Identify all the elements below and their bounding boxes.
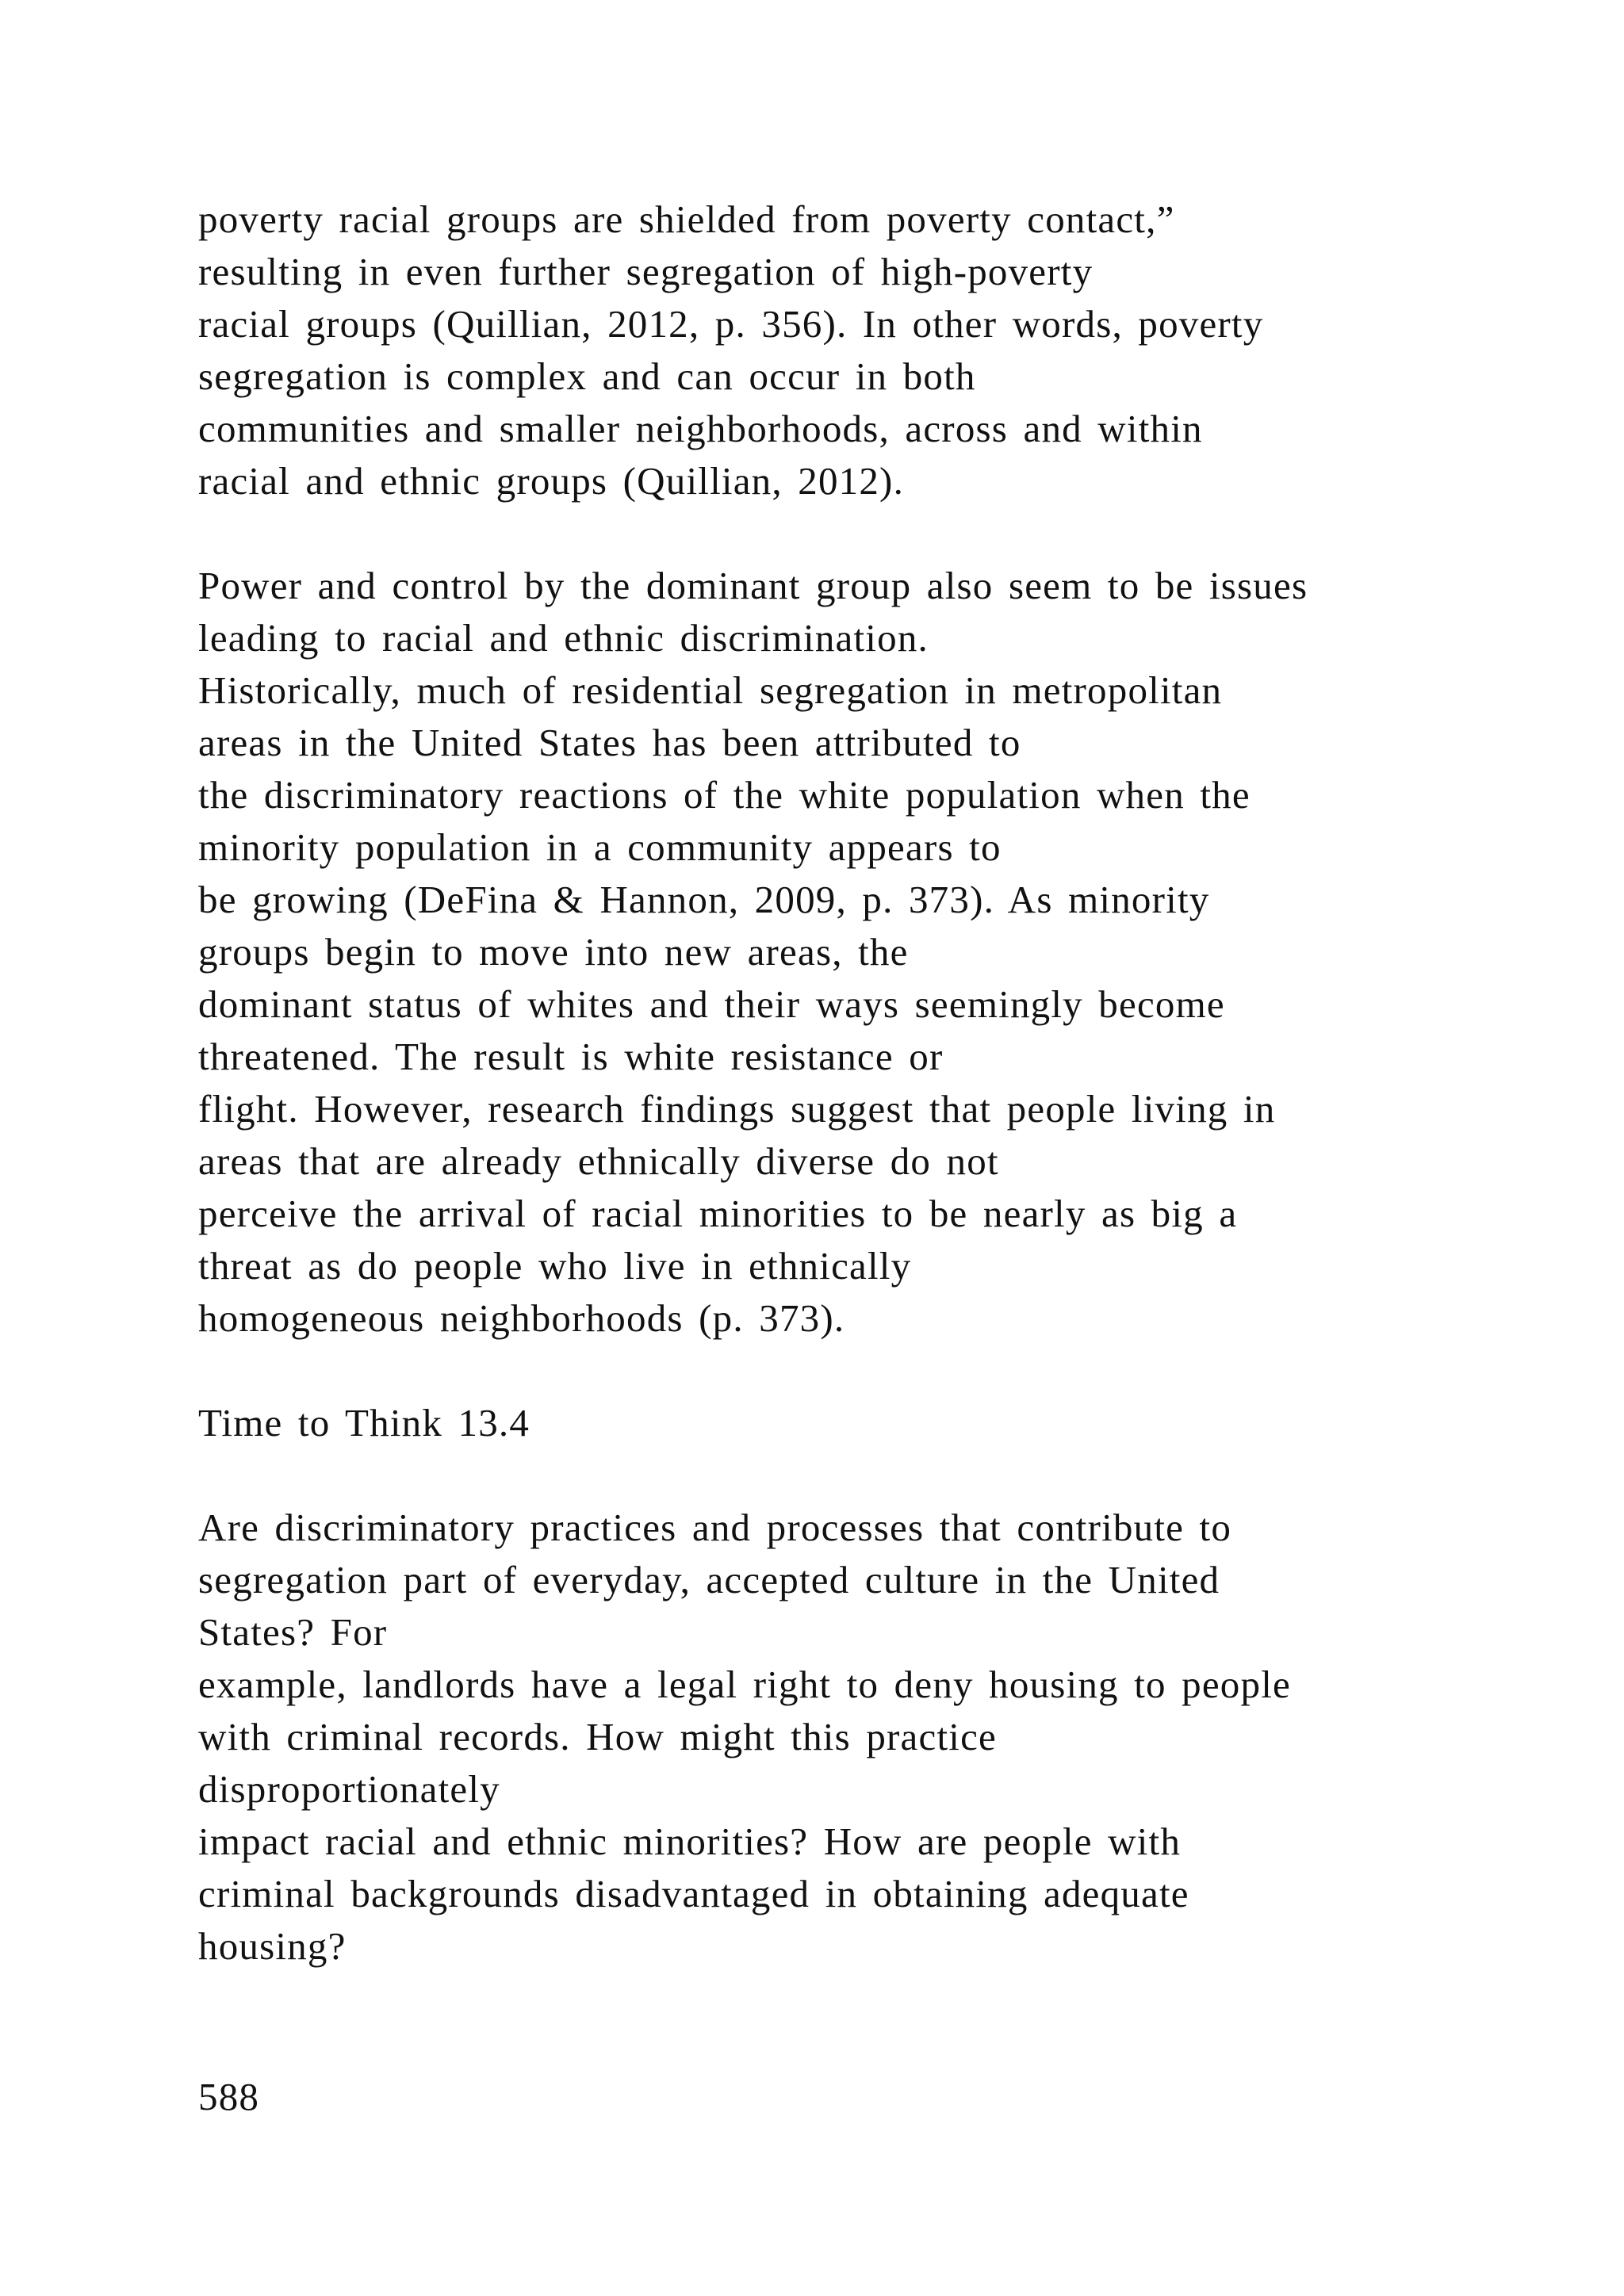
text-line: with criminal records. How might this practice xyxy=(198,1715,997,1758)
text-line: the discriminatory reactions of the white population when the xyxy=(198,773,1251,817)
text-line: threatened. The result is white resistance or xyxy=(198,1035,944,1078)
text-line: criminal backgrounds disadvantaged in obtaining adequate xyxy=(198,1872,1189,1915)
text-line: segregation is complex and can occur in both xyxy=(198,354,976,398)
document-body xyxy=(198,193,1546,1973)
text-line: communities and smaller neighborhoods, across and within xyxy=(198,407,1203,450)
text-line: housing? xyxy=(198,1924,347,1968)
heading-text: Time to Think 13.4 xyxy=(198,1401,530,1445)
text-line: areas that are already ethnically diverse do not xyxy=(198,1139,999,1183)
text-line: disproportionately xyxy=(198,1767,500,1811)
text-line: minority population in a community appears to xyxy=(198,825,1002,869)
paragraph-gap xyxy=(198,507,1546,560)
paragraph-power-and-control xyxy=(198,560,1546,1345)
text-line: Power and control by the dominant group also seem to be issues xyxy=(198,564,1308,607)
text-line: poverty racial groups are shielded from poverty contact,” xyxy=(198,197,1175,241)
text-line: perceive the arrival of racial minorities to be nearly as big a xyxy=(198,1192,1238,1235)
text-line: Historically, much of residential segregation in metropolitan xyxy=(198,668,1223,712)
text-line: example, landlords have a legal right to deny housing to people xyxy=(198,1663,1291,1706)
text-line: groups begin to move into new areas, the xyxy=(198,930,909,974)
text-line: threat as do people who live in ethnically xyxy=(198,1244,912,1288)
text-line: segregation part of everyday, accepted culture in the United xyxy=(198,1558,1220,1601)
page-number: 588 xyxy=(198,2075,260,2118)
paragraph-poverty-segregation xyxy=(198,193,1546,507)
text-line: racial and ethnic groups (Quillian, 2012). xyxy=(198,459,905,503)
text-line: flight. However, research findings suggest that people living in xyxy=(198,1087,1276,1131)
text-line: impact racial and ethnic minorities? How are people with xyxy=(198,1820,1182,1863)
text-line: dominant status of whites and their ways seemingly become xyxy=(198,982,1225,1026)
text-line: homogeneous neighborhoods (p. 373). xyxy=(198,1296,845,1340)
paragraph-discussion-questions xyxy=(198,1502,1546,1973)
text-line: resulting in even further segregation of high-poverty xyxy=(198,250,1094,293)
text-line: leading to racial and ethnic discrimination. xyxy=(198,616,929,660)
text-line: be growing (DeFina & Hannon, 2009, p. 373). As minority xyxy=(198,878,1210,921)
text-line: Are discriminatory practices and processes that contribute to xyxy=(198,1506,1232,1549)
text-line: racial groups (Quillian, 2012, p. 356). In other words, poverty xyxy=(198,302,1264,346)
text-line: areas in the United States has been attributed to xyxy=(198,721,1021,764)
text-line: States? For xyxy=(198,1610,388,1654)
section-heading xyxy=(198,1397,1546,1449)
paragraph-gap xyxy=(198,1449,1546,1502)
paragraph-gap xyxy=(198,1345,1546,1397)
